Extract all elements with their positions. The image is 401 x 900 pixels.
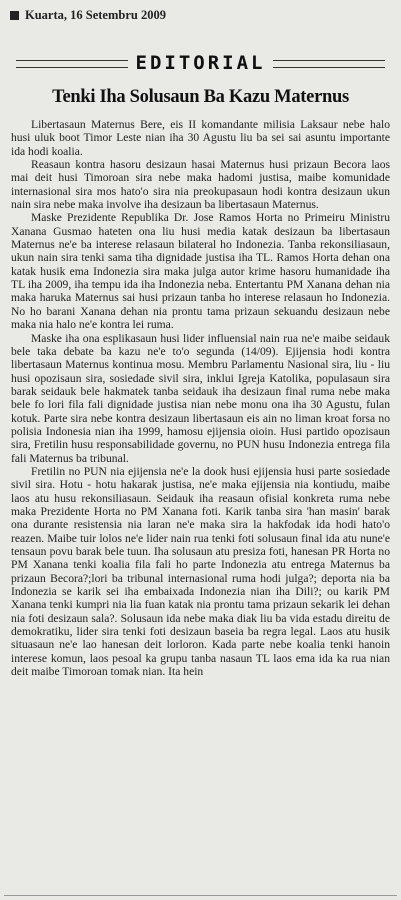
section-banner [8,52,393,74]
section-label: EDITORIAL [128,52,274,74]
dateline-text: Kuarta, 16 Setembru 2009 [25,7,166,22]
article-paragraph: Maske Prezidente Republika Dr. Jose Ramos Horta no Primeiru Ministru Xanana Gusmao hateten ona liu husi media katak desizaun ba libertasaun Maternus ne'e ba interese relasaun bilateral ho Indonezia. Tanba rekonsiliasaun, ukun nain sira tenki sama tiha dignidade justisa iha TL. Ramos Horta dehan ona katak husik ema Indonezia sira maka julga autor krime hasoru humanidade iha TL iha 2009, iha tempu ida iha Indonezia neba. Entertantu PM Xanana dehan nia maka haruka Maternus sai husi prizaun tanba ho interese relasaun ho Indonezia. No ho barani Xanana dehan nia prontu tama prizaun sekuandu desizaun nebe maka nia halo ne'e kontra lei ruma. [11,211,390,332]
dateline [8,6,393,24]
bottom-rule [4,895,397,896]
article-headline: Tenki Iha Solusaun Ba Kazu Maternus [52,87,349,107]
article-paragraph: Fretilin no PUN nia ejijensia ne'e la dook husi ejijensia husi parte sosiedade sivil sira. Hotu - hotu hakarak justisa, ne'e maka ejijensia nia kontiudu, maibe laos atu husu rekonsiliasaun. Seidauk iha reasaun ofisial konkreta ruma nebe maka Prezidente Horta no PM Xanana foti. Karik tanba sira 'han masin' barak ona durante resistensia nia laran ne'e maka sira la hakfodak ida hodi hato'o reazen. Maibe tuir lolos ne'e lider nain rua tenki foti solusaun final ida atu nune'e tensaun povu barak bele tuun. Iha solusaun atu presiza foti, hanesan PR Horta no PM Xanana tenki koalia fila fali ho parte Indonezia atu entrega Maternus ba prizaun Becora?;lori ba tribunal internasional ruma hodi julga?; deporta nia ba Indonezia se karik sei iha embaixada Indonezia nian iha Dili?; ou karik PM Xanana tenki kumpri nia lia fuan katak nia prontu tama prizaun sekarik lei dehan nia foti desizaun sala?. Solusaun ida nebe maka diak liu ba vida estadu direitu de demokratiku, lider sira tenki foti desizaun baseia ba regra legal. Laos atu husik situasaun ne'e lao hanesan deit lorloron. Kada parte nebe koalia tenki hanoin interese komun, laos pesoal ka grupu tanba nasaun TL laos ema ida ka rua nian deit maibe Timoroan tomak nian. Ita hein [11,464,390,679]
article-body [8,118,393,678]
article-paragraph: Libertasaun Maternus Bere, eis II komandante milisia Laksaur nebe halo husi uluk boot Timor Leste nian iha 30 Agustu liu ba sei sai asuntu importante ida hodi koalia. [11,118,390,158]
article-paragraph: Reasaun kontra hasoru desizaun hasai Maternus husi prizaun Becora laos mai deit husi Timoroan sira nebe maka hadomi justisa, maibe komunidade internasional sira mos hato'o sira nia preokupasaun hodi kontra desizaun ukun nain sira nebe maka involve iha desizaun ba libertasaun Maternus. [11,158,390,212]
article-paragraph: Maske iha ona esplikasaun husi lider influensial nain rua ne'e maibe seidauk bele taka debate ba kazu ne'e to'o segunda (14/09). Ejijensia hodi kontra libertasaun Maternus kontinua mosu. Membru Parlamentu Nasional sira, liu - liu husi opozisaun sira, sosiedade sivil sira, inklui Igreja Katolika, populasaun sira barak seidauk bele hakmatek tanba seidauk iha desizaun final ruma nebe maka bele fo lori fila fali dignidade justisa nian nebe monu ona iha 30 Agustu, fulan kotuk. Parte sira nebe kontra desizaun libertasaun eis ain no liman kroat forsa no polisia Indonesia nian iha 1999, hamosu ejijensia oioin. Husi partido opozisaun sira, Fretilin husu responsabilidade governu, no PUN husu Indonezia entrega fila fali Maternus ba tribunal. [11,331,390,465]
square-bullet-icon [10,11,19,20]
